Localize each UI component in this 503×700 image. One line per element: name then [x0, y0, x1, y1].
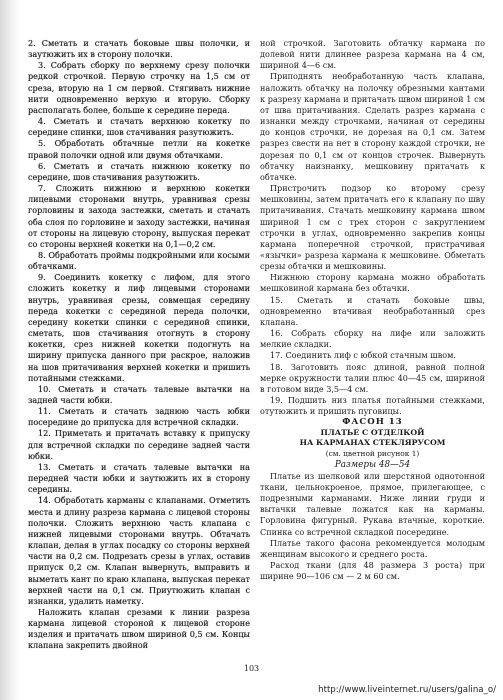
paragraph: 7. Сложить нижнюю и верхнюю кокетки лицевыми сторонами внутрь, уравнивая срезы горловины и захода застежки, сметать и стачать оба слоя по горловине и заходу застежки, начиная от стороны на лицевую сторону, выпуская перекат со стороны верхней кокетки на 0,1—0,2 см.	[28, 183, 250, 249]
paragraph: 15. Сметать и стачать боковые швы, одновременно втачивая необработанный срез клапана.	[260, 294, 485, 327]
paragraph: 12. Приметать и притачать вставку к припуску для встречной складки по середине задней части юбки.	[28, 428, 250, 461]
right-column-instructions	[260, 38, 485, 417]
dress-title-line2: НА КАРМАНАХ СТЕКЛЯРУСОМ	[299, 438, 446, 448]
paragraph: 6. Сметать и стачать нижнюю кокетку по середине, шов стачивания разутюжить.	[28, 160, 250, 182]
paragraph: Приподнять необработанную часть клапана, наложить обтачку на полочку обрезными кантами к разрезу кармана и притачать швом шириной 1 см от шва притачивания. Сделать разрез кармана с изнанки между строчками, начиная от середины до концов строчки, не дорезая на 0,1 см. Затем разрез свести на нет в сторону каждой строчки, не дорезая по 0,1 см от концов строчек. Вывернуть обтачку наизнанку, мешковину притачать к обтачке.	[260, 71, 485, 182]
dress-subtitle: (см. цветной рисунок 1)	[325, 449, 420, 459]
paragraph: 10. Сметать и стачать талевые вытачки на задней части юбки.	[28, 383, 250, 405]
left-column	[28, 38, 250, 652]
paragraph: 16. Собрать сборку на лифе или заложить мелкие складки.	[260, 328, 485, 350]
paragraph: 9. Соединить кокетку с лифом, для этого сложить кокетку и лиф лицевыми сторонами внутрь, уравнивая срезы, совмещая середину переда кокетки с серединой переда полочки, середину кокетки спинки с серединой спинки, сметать, шов стачивания отогнуть в сторону кокетки, срез нижней кокетки подогнуть на ширину припуска данного при раскрое, наложив на шов притачивания верхней кокетки и пришить потайными стежками.	[28, 272, 250, 383]
paragraph: 14. Обработать карманы с клапанами. Отметить места и длину разреза кармана с лицевой стороны полочки. Сложить верхнюю часть клапана с нижней лицевыми сторонами внутрь. Обтачать клапан, делая в углах посадку со стороны верхней части на 0,2 см. Подрезать срезы в углах, оставив припуск 0,2 см. Клапан вывернуть, выправить и выметать кант по краю клапана, выпуская перекат верхней части на 0,1 см. Приутюжить клапан с изнанки, удалить наметку.	[28, 495, 250, 606]
paragraph: Наложить клапан срезами к линии разреза кармана лицевой стороной к лицевой стороне изделия и притачать швом шириной 0,5 см. Концы клапана закрепить двойной	[28, 606, 250, 651]
paragraph: 19. Подшить низ платья потайными стежками, отутюжить и пришить пуговицы.	[260, 395, 485, 417]
paragraph: 13. Сметать и стачать талевые вытачки на передней части юбки и заутюжить их в сторону середины.	[28, 461, 250, 495]
paragraph: 5. Обработать обтачные петли на кокетке правой полочки одной или двумя обтачками.	[28, 138, 250, 160]
paragraph: 4. Сметать и стачать верхнюю кокетку по середине спинки, шов стачивания разутюжить.	[28, 116, 250, 138]
paragraph: Пристрочить подзор ко второму срезу мешковины, затем притачать его к клапану по шву притачивания. Стачать мешковину кармана швом шириной 1 см с трех сторон с закруглением строчки в углах, одновременно закрепив концы кармана поперечной строчкой, пристрачивая «язычки» разреза кармана к мешковине. Обметать срезы обтачки и мешковины.	[260, 183, 485, 272]
paragraph: 2. Сметать и стачать боковые швы полочки, и заутюжить их в сторону полочки.	[28, 38, 250, 60]
paragraph: Платье такого фасона рекомендуется молодым женщинам высокого и среднего роста.	[260, 537, 485, 559]
paragraph: Платье из шелковой или шерстяной однотонной ткани, цельнокроеное, прямое, прилегающее, с подрезными карманами. Ниже линии груди и вытачки талевые ложатся как на карманы. Горловина фигурный. Рукава втачные, короткие. Спинка со встречной складкой посередине.	[260, 470, 485, 537]
paragraph: 18. Заготовить пояс длиной, равной полной мерке окружности талии плюс 40—45 см, шириной в готовом виде 3,5—4 см.	[260, 361, 485, 394]
paragraph: 11. Сметать и стачать заднюю часть юбки посередине до припуска для встречной складки.	[28, 406, 250, 428]
paragraph: 17. Соединить лиф с юбкой стачным швом.	[270, 350, 457, 361]
dress-sizes: Размеры 48—54	[334, 459, 411, 470]
dress-title-line1: ПЛАТЬЕ С ОТДЕЛКОЙ	[320, 428, 425, 438]
right-column	[260, 38, 485, 582]
paragraph: Нижнюю сторону кармана можно обработать мешковиной кармана без обтачки.	[260, 272, 485, 294]
source-url[interactable]: http://www.liveinternet.ru/users/galina_o/	[318, 685, 496, 695]
paragraph: 8. Обработать проймы подкройными или косыми обтачками.	[28, 249, 250, 272]
fason-heading: ФАСОН 13	[342, 417, 403, 428]
paragraph: ной строчкой. Заготовить обтачку кармана по долевой нити длиннее разреза кармана на 4 см, шириной 4—6 см.	[260, 38, 485, 71]
page-gutter-shadow	[0, 0, 20, 700]
paragraph: 3. Собрать сборку по верхнему срезу полочки редкой строчкой. Первую строчку на 1,5 см от среза, вторую на 1 см первой. Стягивать нижние нити одновременно верхую и вторую. Сборку располагать более, больше к середине переда.	[28, 60, 250, 115]
page-number: 103	[243, 664, 260, 673]
paragraph: Расход ткани (для 48 размера 3 роста) при ширине 90—106 см — 2 м 60 см.	[260, 560, 485, 582]
dress-description	[260, 471, 485, 583]
